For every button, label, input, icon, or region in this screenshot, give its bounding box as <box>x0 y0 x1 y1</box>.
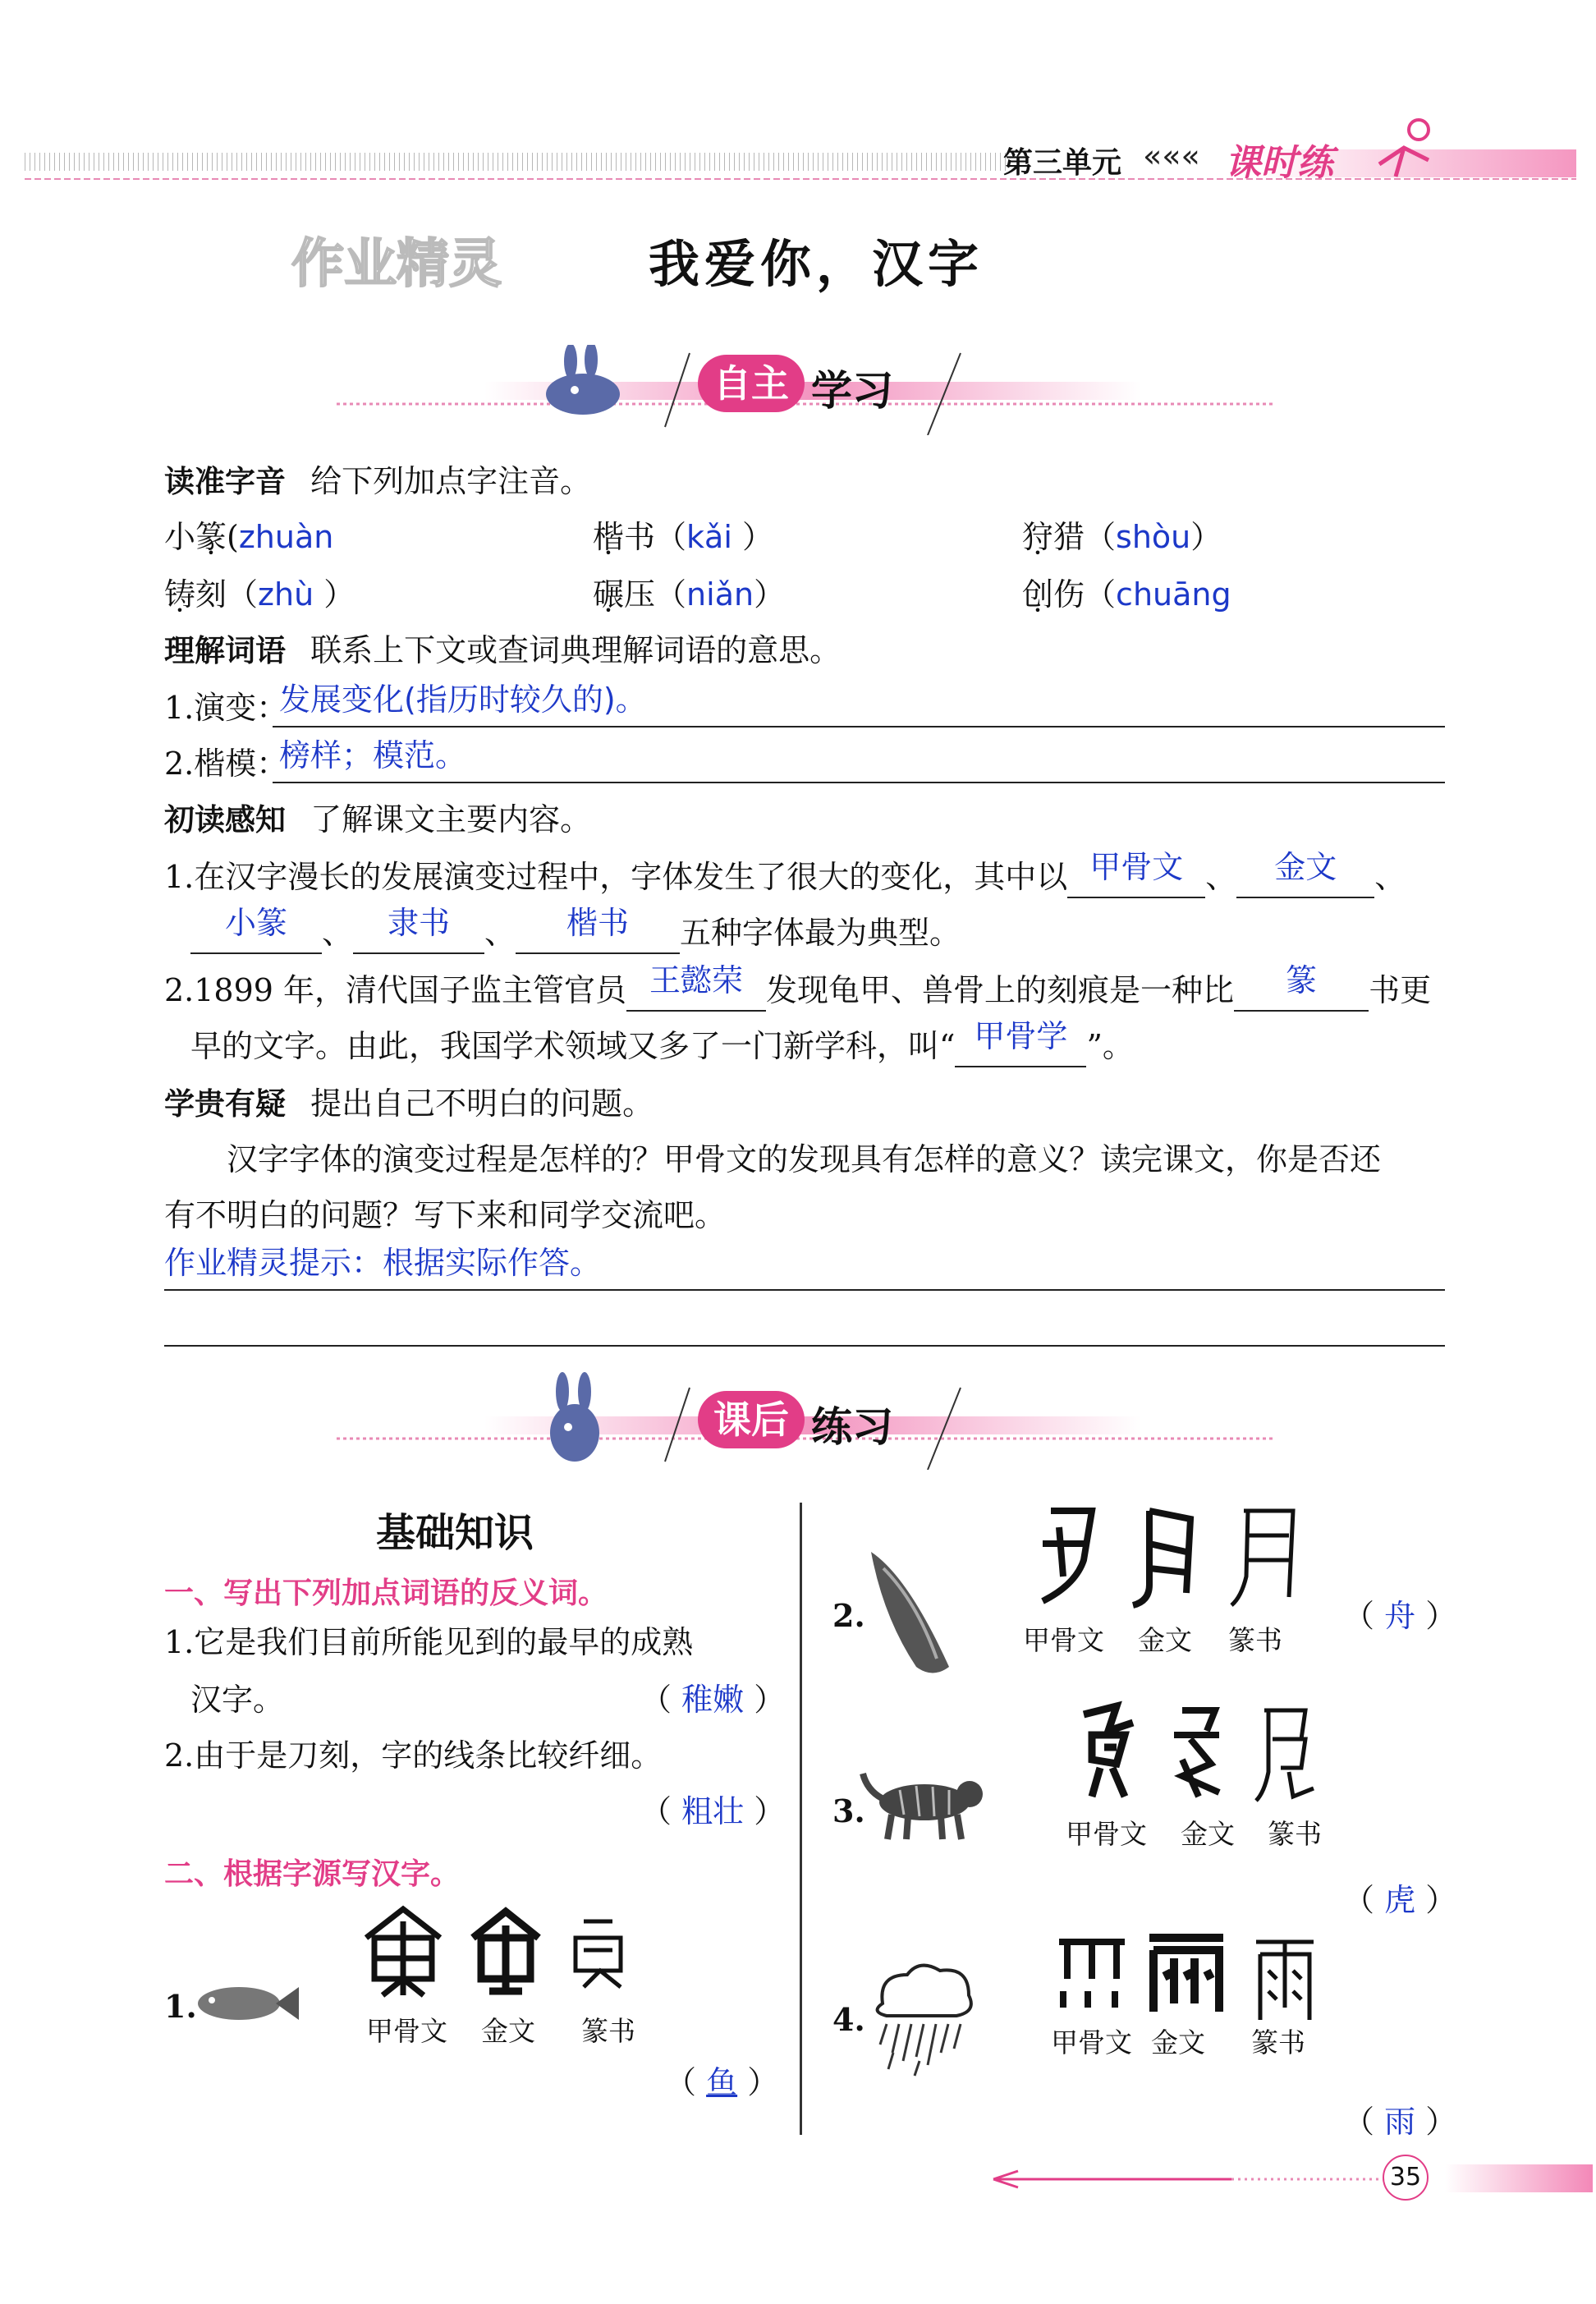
banner-after-class <box>337 1379 1273 1470</box>
page-number: 35 <box>1383 2155 1429 2201</box>
answer-line <box>164 1304 1445 1347</box>
glyph-label: 金文 <box>1138 1624 1192 1656</box>
glyph-label: 金文 <box>1151 2026 1205 2058</box>
question-text: 汉字字体的演变过程是怎样的？甲骨文的发现具有怎样的意义？读完课文，你是否还 <box>227 1141 1382 1177</box>
read-q2-line1: 2.1899 年，清代国子监主管官员 王懿荣 发现龟甲、兽骨上的刻痕是一种比 篆 书更 <box>164 971 1431 1012</box>
glyph-label: 篆书 <box>1251 2026 1305 2058</box>
glyph-num: 3. <box>832 1792 865 1829</box>
part2-heading: 二、根据字源写汉字。 <box>164 1857 461 1891</box>
tiger-icon <box>859 1757 998 1851</box>
section-vocab: 理解词语 联系上下文或查词典理解词语的意思。 <box>164 632 842 668</box>
pron-item: 狩猎（shòu） <box>1022 519 1222 555</box>
q2-line: 2.由于是刀刻，字的线条比较纤细。 <box>164 1737 663 1774</box>
q1-line2: 汉字。 <box>190 1682 285 1718</box>
pron-item: 创伤（chuāng <box>1022 576 1231 613</box>
banner2-label-b: 练习 <box>811 1403 893 1451</box>
glyph-answer: （ 舟 ） <box>1343 1598 1457 1634</box>
header-brand: 课时练 <box>1225 142 1333 184</box>
section-read: 初读感知 了解课文主要内容。 <box>164 801 592 838</box>
answer-line: 作业精灵提示：根据实际作答。 <box>164 1243 1445 1291</box>
pron-item: 碾压（niǎn） <box>593 576 786 613</box>
glyph-label: 金文 <box>1181 1818 1235 1850</box>
glyph-answer: （ 雨 ） <box>1343 2104 1457 2140</box>
glyph-num: 2. <box>832 1597 865 1634</box>
vocab-answer-line: 榜样；模范。 <box>273 736 1445 783</box>
vocab-answer-line: 发展变化(指历时较久的)。 <box>273 680 1445 727</box>
rabbit-icon <box>525 345 640 430</box>
header-stripe <box>25 148 1576 181</box>
page-title: 我爱你，汉字 <box>649 234 984 294</box>
read-q1-line1: 1.在汉字漫长的发展演变过程中，字体发生了很大的变化，其中以 甲骨文 、 金文 、 <box>164 857 1406 898</box>
vocab-item: 1.演变： <box>164 690 288 726</box>
runner-logo-icon <box>1371 115 1445 184</box>
rain-cloud-icon <box>862 1954 985 2081</box>
read-q1-line2: 小篆 、 隶书 、 楷书 五种字体最为典型。 <box>190 913 961 954</box>
ancient-glyphs <box>1051 1930 1330 2023</box>
pron-item: 楷书（kǎi ） <box>593 519 774 555</box>
ancient-glyphs <box>1026 1503 1322 1613</box>
column-divider <box>800 1503 802 2135</box>
banner1-label-a: 自主 <box>698 355 805 412</box>
glyph-label: 甲骨文 <box>1066 1818 1147 1850</box>
glyph-answer: （ 虎 ） <box>1343 1882 1457 1918</box>
section-head: 读准字音 <box>164 464 286 499</box>
glyph-answer: （ 鱼 ） <box>665 2064 779 2100</box>
ancient-glyphs <box>1067 1698 1330 1808</box>
glyph-label: 甲骨文 <box>366 2015 447 2047</box>
header-band <box>25 148 1576 181</box>
banner2-label-a: 课后 <box>698 1391 805 1448</box>
watermark: 作业精灵 <box>291 234 502 295</box>
section-instruction: 给下列加点字注音。 <box>310 463 592 499</box>
ancient-glyphs <box>358 1905 654 2007</box>
q1-line1: 1.它是我们目前所能见到的最早的成熟 <box>164 1624 694 1660</box>
banner1-label-b: 学习 <box>811 367 893 415</box>
header-arrows-icon: ««« <box>1143 138 1200 174</box>
pron-item: 铸刻（zhù ） <box>164 576 355 613</box>
glyph-label: 篆书 <box>1268 1818 1322 1850</box>
section-question: 学贵有疑 提出自己不明白的问题。 <box>164 1085 654 1122</box>
question-text: 有不明白的问题？写下来和同学交流吧。 <box>164 1197 727 1233</box>
glyph-num: 4. <box>832 2001 865 2038</box>
fish-icon <box>194 1979 300 2031</box>
header-unit: 第三单元 <box>1003 146 1122 180</box>
q2-answer: （ 粗壮 ） <box>640 1793 786 1829</box>
section-pronunciation <box>164 461 591 502</box>
read-q2-line2: 早的文字。由此，我国学术领域又多了一门新学科，叫“ 甲骨学 ”。 <box>190 1026 1134 1067</box>
basic-title: 基础知识 <box>376 1510 534 1556</box>
q1-answer: （ 稚嫩 ） <box>640 1682 786 1718</box>
glyph-label: 甲骨文 <box>1051 2026 1132 2058</box>
vocab-item: 2.楷模： <box>164 746 288 782</box>
glyph-num: 1. <box>164 1988 197 2025</box>
pron-item: 小篆(zhuàn <box>164 519 334 555</box>
footer-band <box>985 2156 1593 2197</box>
rabbit-icon <box>525 1371 624 1481</box>
part1-heading: 一、写出下列加点词语的反义词。 <box>164 1577 608 1610</box>
glyph-label: 篆书 <box>581 2015 635 2047</box>
glyph-label: 篆书 <box>1228 1624 1282 1656</box>
boat-icon <box>859 1544 965 1687</box>
glyph-label: 甲骨文 <box>1023 1624 1104 1656</box>
glyph-label: 金文 <box>481 2015 535 2047</box>
banner-self-study <box>337 345 1273 435</box>
